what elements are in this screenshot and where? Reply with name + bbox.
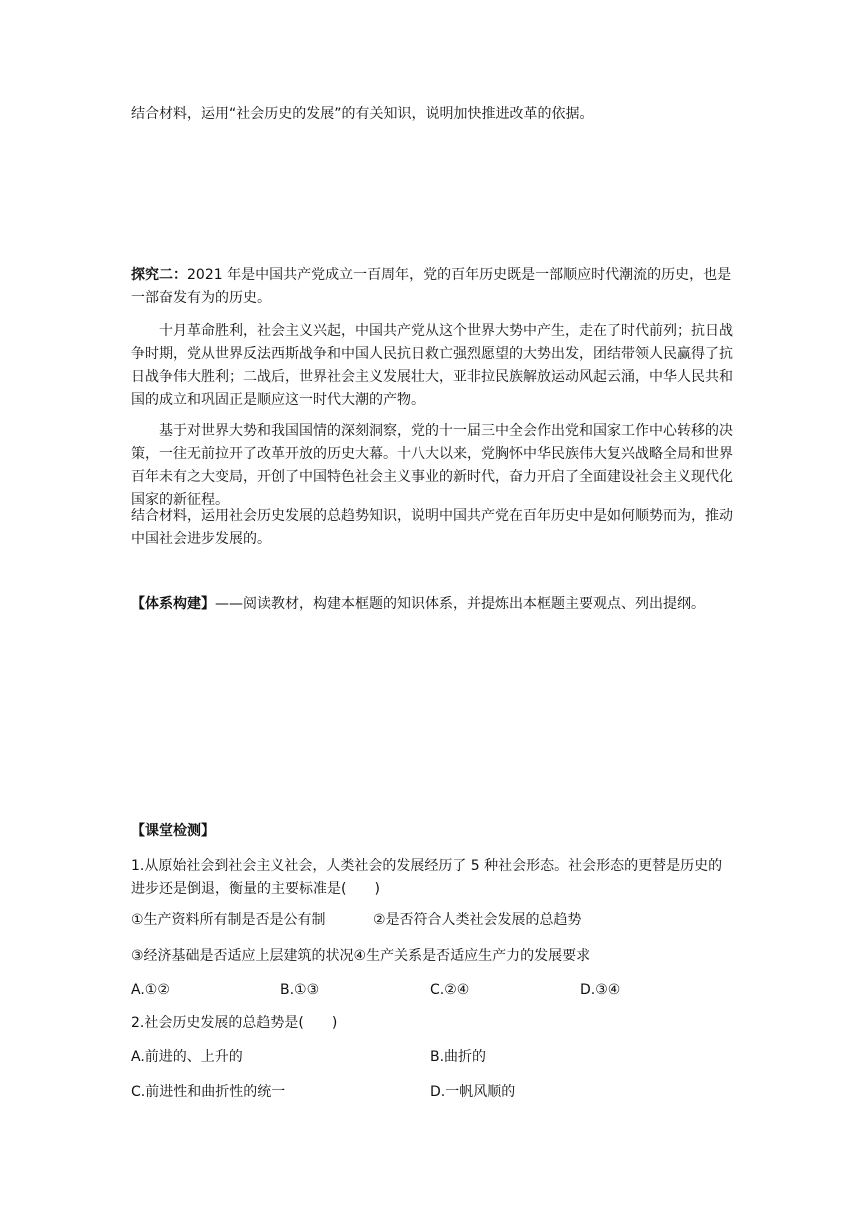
- question-intro: 结合材料，运用“社会历史的发展”的有关知识，说明加快推进改革的依据。: [131, 106, 594, 122]
- q1-item-1: ①生产资料所有制是否是公有制: [131, 912, 326, 928]
- material-paragraph-2: 基于对世界大势和我国国情的深刻洞察，党的十一届三中全会作出党和国家工作中心转移的决策，一往无前拉开了改革开放的历史大幕。十八大以来，党胸怀中华民族伟大复兴战略全局和世界百年未有之大变局，开创了中国特色社会主义事业的新时代，奋力开启了全面建设社会主义现代化国家的新征程。: [131, 423, 733, 508]
- question-two-prompt: 结合材料，运用社会历史发展的总趋势知识，说明中国共产党在百年历史中是如何顺势而为，推动中国社会进步发展的。: [131, 508, 733, 547]
- q2-option-b: B.曲折的: [430, 1049, 487, 1065]
- q1-item-2: ②是否符合人类社会发展的总趋势: [373, 912, 582, 928]
- class-check-heading: 【课堂检测】: [131, 823, 215, 839]
- q1-item-3-4: ③经济基础是否适应上层建筑的状况④生产关系是否适应生产力的发展要求: [131, 948, 591, 964]
- q2-option-a: A.前进的、上升的: [131, 1049, 243, 1065]
- q2-option-d: D.一帆风顺的: [430, 1084, 516, 1100]
- explore-two-label: 探究二：: [131, 267, 187, 283]
- system-construction-label: 【体系构建】: [131, 596, 215, 612]
- q1-option-d: D.③④: [580, 982, 621, 998]
- system-construction: [131, 593, 771, 616]
- q2-stem: 2.社会历史发展的总趋势是( ): [131, 1015, 338, 1031]
- q1-option-c: C.②④: [430, 982, 470, 998]
- system-construction-text: ——阅读教材，构建本框题的知识体系，并提炼出本框题主要观点、列出提纲。: [215, 596, 705, 612]
- material-paragraph-1: 十月革命胜利，社会主义兴起，中国共产党从这个世界大势中产生，走在了时代前列；抗日战争时期，党从世界反法西斯战争和中国人民抗日救亡强烈愿望的大势出发，团结带领人民赢得了抗日战争伟大胜利；二战后，世界社会主义发展壮大，亚非拉民族解放运动风起云涌，中华人民共和国的成立和巩固正是顺应这一时代大潮的产物。: [131, 323, 733, 408]
- q2-option-c: C.前进性和曲折性的统一: [131, 1084, 286, 1100]
- q1-option-b: B.①③: [280, 982, 320, 998]
- explore-two: [131, 264, 736, 310]
- q1-option-a: A.①②: [131, 982, 170, 998]
- explore-two-text: 2021 年是中国共产党成立一百周年，党的百年历史既是一部顺应时代潮流的历史，也是一部奋发有为的历史。: [131, 267, 732, 306]
- q1-stem: 1.从原始社会到社会主义社会，人类社会的发展经历了 5 种社会形态。社会形态的更替是历史的进步还是倒退，衡量的主要标准是( ): [131, 858, 723, 897]
